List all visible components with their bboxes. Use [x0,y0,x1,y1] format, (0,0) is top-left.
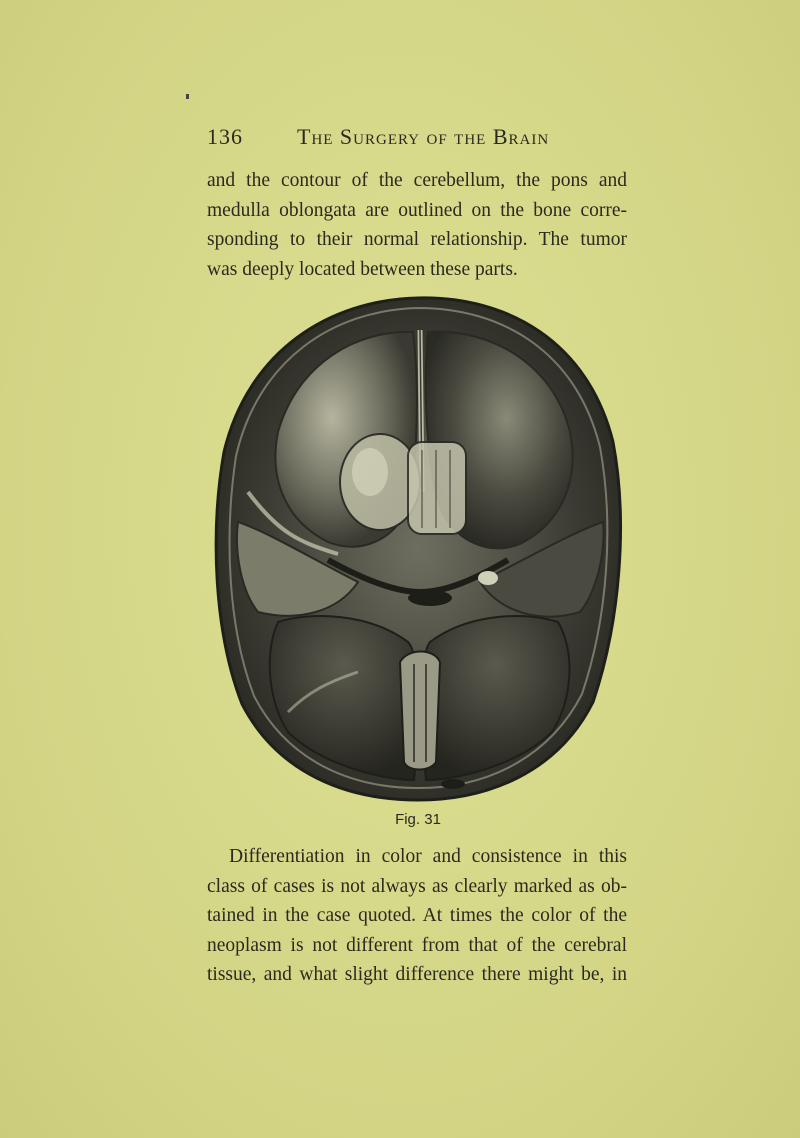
pons-outline [408,442,466,534]
text-line: tissue, and what slight difference there might be, in [207,964,627,985]
text-line: and the contour of the cerebellum, the pons and [207,170,627,191]
text-line: class of cases is not always as clearly marked as ob- [207,875,627,897]
ink-mark [186,94,189,99]
text-line: neoplasm is not different from that of the cerebral [207,934,627,956]
page-header [207,124,627,154]
text-line: sponding to their normal relationship. The tumor [207,229,627,250]
foramen-magnum [400,652,440,770]
figure-caption: Fig. 31 [395,811,441,828]
skull-base-illustration [208,292,628,804]
text-line: was deeply located between these parts. [207,258,518,280]
text-line: Differentiation in color and consistence in this [229,846,627,867]
text-line: medulla oblongata are outlined on the bone corre- [207,199,627,221]
bottom-paragraph [207,842,627,990]
top-paragraph [207,166,627,284]
page-number: 136 [207,124,243,149]
running-title: The Surgery of the Brain [297,124,550,149]
text-line: tained in the case quoted. At times the color of the [207,905,627,926]
